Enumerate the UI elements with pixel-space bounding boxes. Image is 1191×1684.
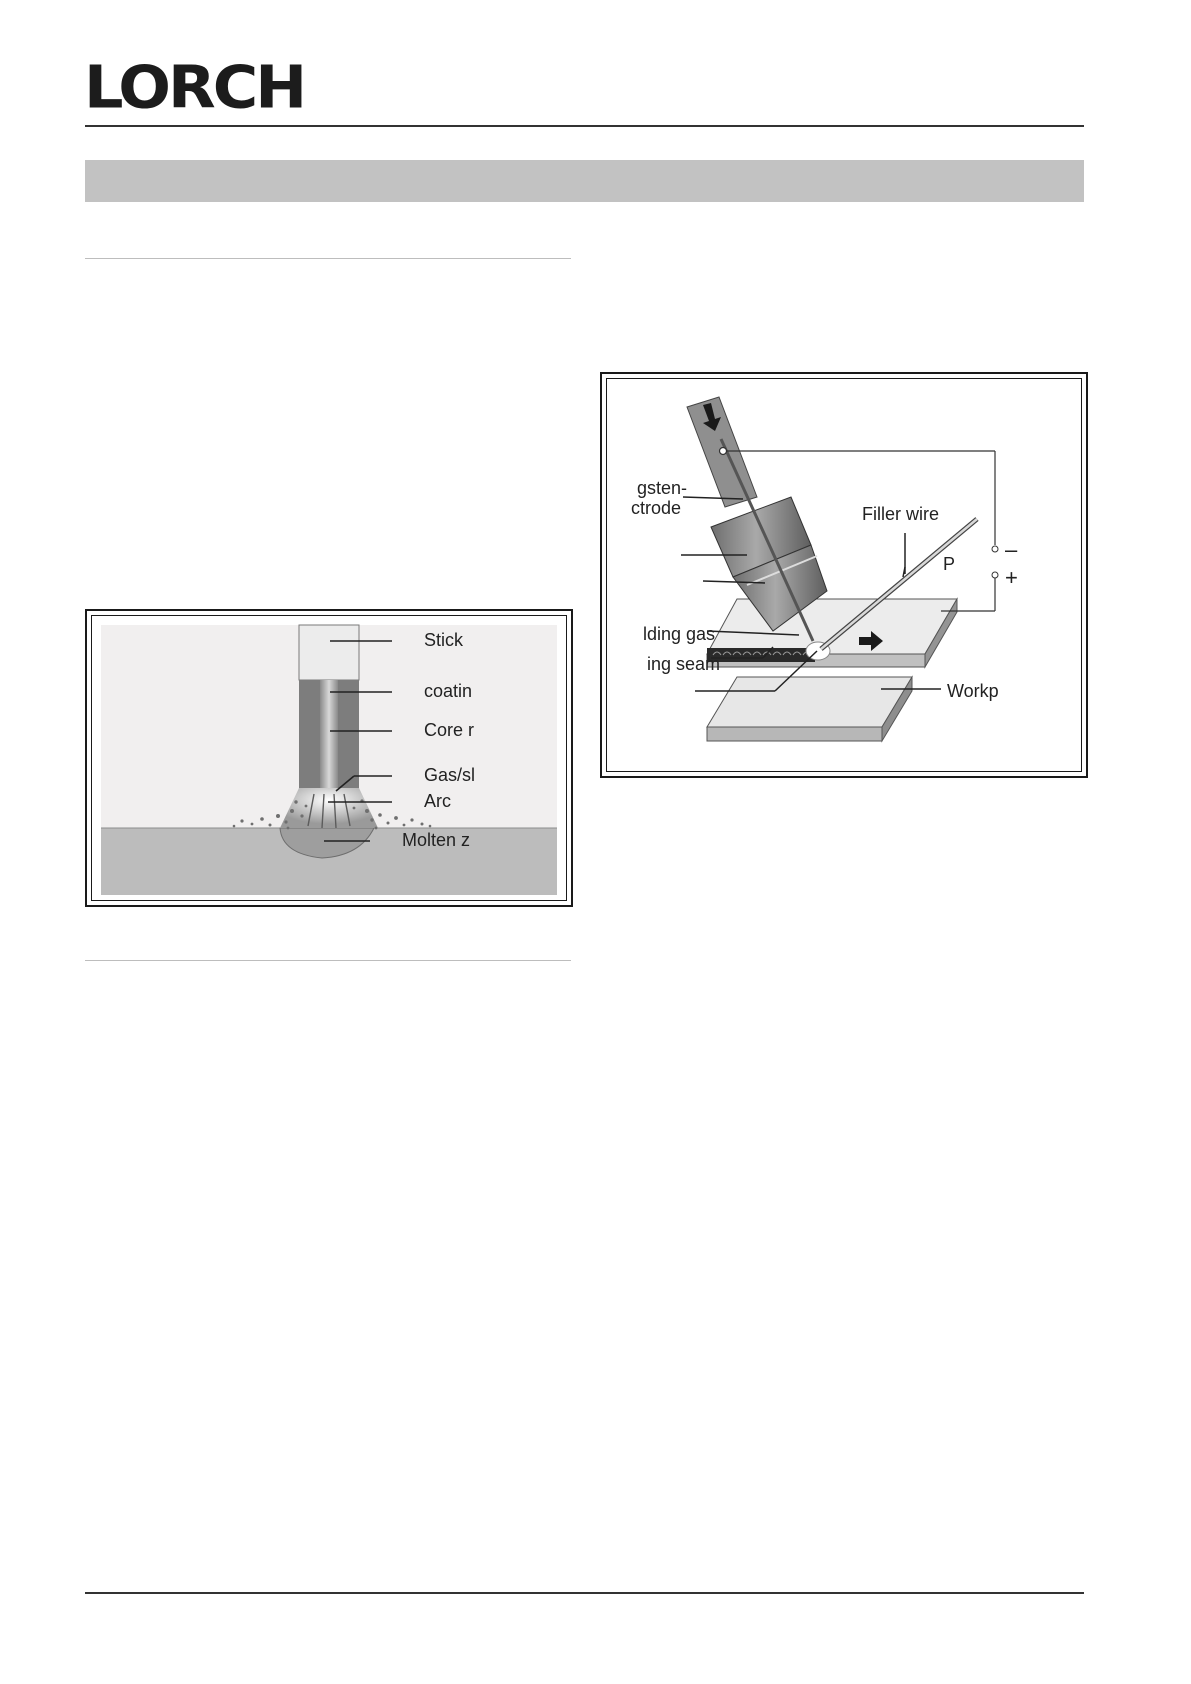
label-filler-wire: Filler wire (862, 504, 940, 524)
section-divider-top (85, 258, 571, 259)
label-plus: + (1005, 565, 1018, 590)
header-rule (85, 125, 1084, 127)
label-gas-slag: Gas/sl (424, 765, 476, 785)
label-core: Core r (424, 720, 475, 740)
label-molten: Molten z (402, 830, 471, 850)
label-arc: Arc (424, 791, 451, 811)
section-header-band (85, 160, 1084, 202)
label-workpiece: Workp (947, 681, 999, 701)
tig-welding-figure (600, 372, 1088, 778)
section-divider-bottom (85, 960, 571, 961)
label-tungsten-electrode-2: ctrode (631, 498, 682, 518)
footer-rule (85, 1592, 1084, 1594)
stick-welding-illustration (92, 616, 566, 900)
stick-welding-figure-inner (91, 615, 567, 901)
stick-welding-figure (85, 609, 573, 907)
tig-welding-figure-inner (606, 378, 1082, 772)
label-welding-seam: ing seam (647, 654, 721, 674)
label-stick: Stick (424, 630, 464, 650)
label-p: P (943, 554, 956, 574)
label-shielding-gas: lding gas (643, 624, 716, 644)
label-minus: – (1005, 537, 1018, 562)
lorch-logo: LORCH (84, 52, 305, 122)
label-tungsten-electrode-1: gsten- (637, 478, 688, 498)
label-coating: coatin (424, 681, 473, 701)
